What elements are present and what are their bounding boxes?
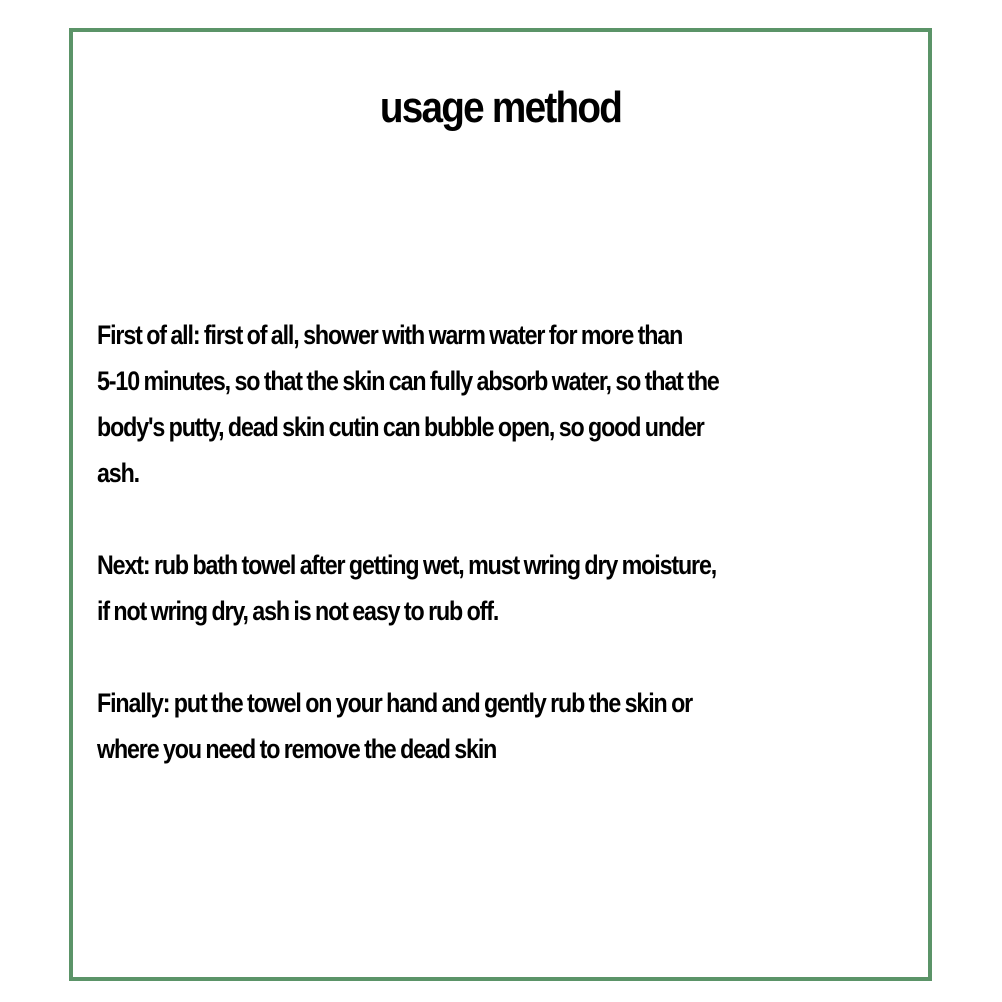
instruction-paragraph-next [97,542,802,634]
paragraph-line: Finally: put the towel on your hand and gently rub the skin or [97,688,693,718]
paragraph-line: body's putty, dead skin cutin can bubble open, so good under [97,412,704,442]
content-frame [69,28,932,981]
instruction-paragraph-finally [97,680,802,772]
paragraph-line: 5-10 minutes, so that the skin can fully absorb water, so that the [97,366,719,396]
instruction-paragraph-first [97,312,802,496]
paragraph-line: ash. [97,458,139,488]
paragraph-line: Next: rub bath towel after getting wet, must wring dry moisture, [97,550,717,580]
paragraph-line: if not wring dry, ash is not easy to rub off. [97,596,499,626]
instructions-body [97,312,917,818]
paragraph-line: where you need to remove the dead skin [97,734,497,764]
paragraph-line: First of all: first of all, shower with warm water for more than [97,320,683,350]
page-title: usage method [379,83,622,132]
